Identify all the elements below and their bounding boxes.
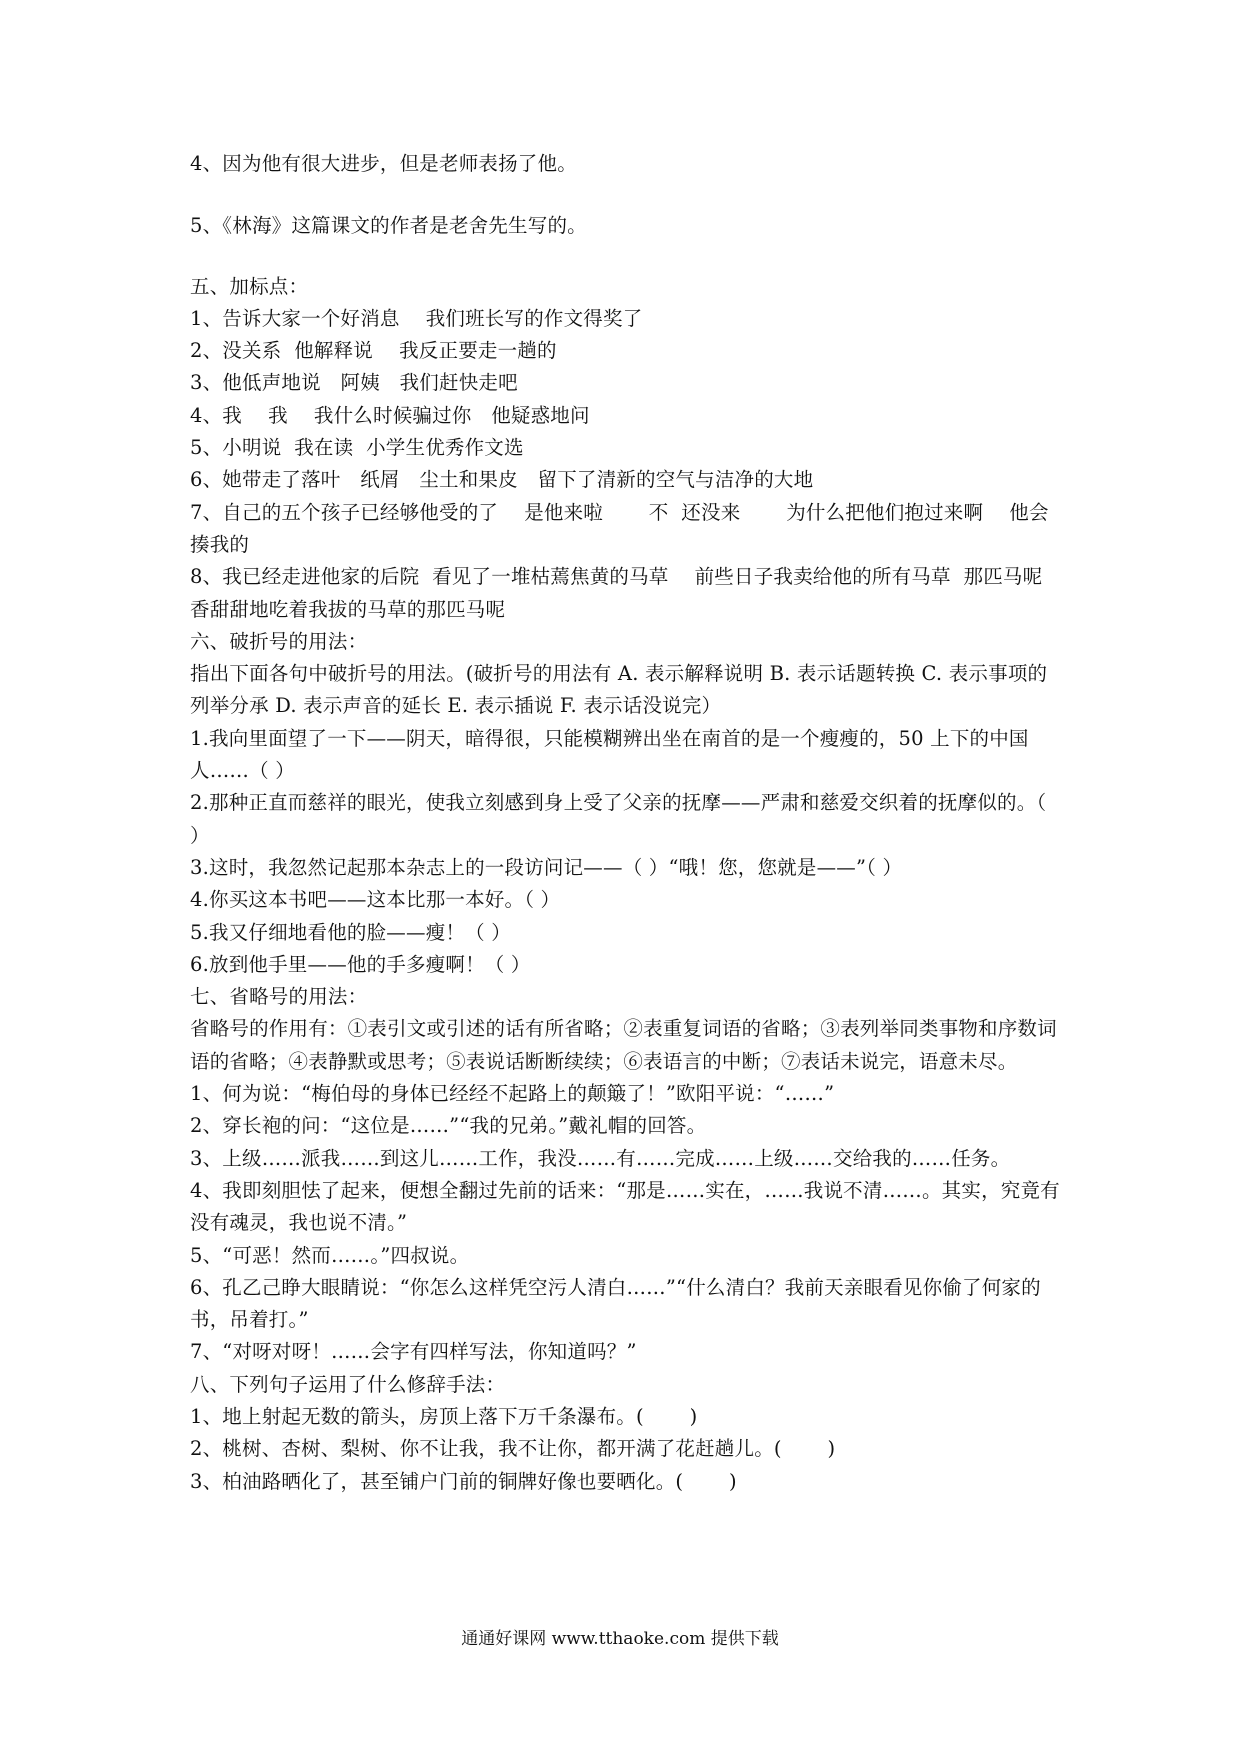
list-item: 3、他低声地说 阿姨 我们赶快走吧 [190, 371, 518, 395]
list-item: 2、穿长袍的问：“这位是……”“我的兄弟。”戴礼帽的回答。 [190, 1114, 707, 1138]
section-heading-7: 七、省略号的用法： [190, 985, 368, 1009]
section-heading-6: 六、破折号的用法： [190, 629, 368, 653]
list-item: 5.我又仔细地看他的脸——瘦！（ ） [190, 920, 511, 944]
list-item: 8、我已经走进他家的后院 看见了一堆枯蔫焦黄的马草 前些日子我卖给他的所有马草 那匹马呢 香甜甜地吃着我拔的马草的那匹马呢 [190, 565, 1063, 621]
list-item: 1、何为说：“梅伯母的身体已经经不起路上的颠簸了！”欧阳平说：“……” [190, 1082, 835, 1106]
list-item: 4.你买这本书吧——这本比那一本好。（ ） [190, 888, 561, 912]
list-item: 4、我 我 我什么时候骗过你 他疑惑地问 [190, 403, 590, 427]
list-item: 5、小明说 我在读 小学生优秀作文选 [190, 436, 524, 460]
list-item: 6、孔乙己睁大眼睛说：“你怎么这样凭空污人清白……”“什么清白？我前天亲眼看见你偷了何家的书，吊着打。” [190, 1275, 1041, 1332]
list-item: 2.那种正直而慈祥的眼光，使我立刻感到身上受了父亲的抚摩——严肃和慈爱交织着的抚摩似的。（ ） [190, 791, 1053, 847]
list-item: 7、“对呀对呀！……会字有四样写法，你知道吗？” [190, 1340, 637, 1364]
section-intro: 指出下面各句中破折号的用法。(破折号的用法有 A. 表示解释说明 B. 表示话题转换 C. 表示事项的列举分承 D. 表示声音的延长 E. 表示插说 F. 表示话没说完） [190, 662, 1048, 718]
list-item: 6、她带走了落叶 纸屑 尘土和果皮 留下了清新的空气与洁净的大地 [190, 468, 814, 492]
list-item: 5、“可恶！然而……。”四叔说。 [190, 1243, 470, 1267]
list-item: 1、告诉大家一个好消息 我们班长写的作文得奖了 [190, 306, 643, 330]
list-item: 2、没关系 他解释说 我反正要走一趟的 [190, 339, 557, 363]
list-item: 1、地上射起无数的箭头，房顶上落下万千条瀑布。( ) [190, 1404, 698, 1428]
list-item: 2、桃树、杏树、梨树、你不让我，我不让你，都开满了花赶趟儿。( ) [190, 1437, 836, 1461]
question-line: 5、《林海》这篇课文的作者是老舍先生写的。 [190, 214, 587, 238]
section-heading-5: 五、加标点： [190, 274, 309, 298]
list-item: 3.这时，我忽然记起那本杂志上的一段访问记——（ ）“哦！您，您就是——”（ ） [190, 855, 903, 879]
question-line: 4、因为他有很大进步，但是老师表扬了他。 [190, 152, 577, 175]
page-footer: 通通好课网 www.tthaoke.com 提供下载 [461, 1629, 779, 1649]
section-heading-8: 八、下列句子运用了什么修辞手法： [190, 1372, 506, 1396]
list-item: 6.放到他手里——他的手多瘦啊！（ ） [190, 952, 531, 976]
document-body [190, 148, 1062, 1498]
list-item: 3、上级……派我……到这儿……工作，我没……有……完成……上级……交给我的……任务。 [190, 1146, 1011, 1170]
list-item: 1.我向里面望了一下——阴天，暗得很，只能模糊辨出坐在南首的是一个瘦瘦的，50 上下的中国人……（ ） [190, 726, 1029, 783]
list-item: 3、柏油路晒化了，甚至铺户门前的铜牌好像也要晒化。( ) [190, 1469, 737, 1493]
list-item: 4、我即刻胆怯了起来，便想全翻过先前的话来：“那是……实在，……我说不清……。其实，究竟有没有魂灵，我也说不清。” [190, 1178, 1060, 1235]
section-intro: 省略号的作用有：①表引文或引述的话有所省略；②表重复词语的省略；③表列举同类事物和序数词语的省略；④表静默或思考；⑤表说话断断续续；⑥表语言的中断；⑦表话未说完，语意未尽。 [190, 1017, 1057, 1073]
list-item: 7、自己的五个孩子已经够他受的了 是他来啦 不 还没来 为什么把他们抱过来啊 他会揍我的 [190, 500, 1049, 556]
